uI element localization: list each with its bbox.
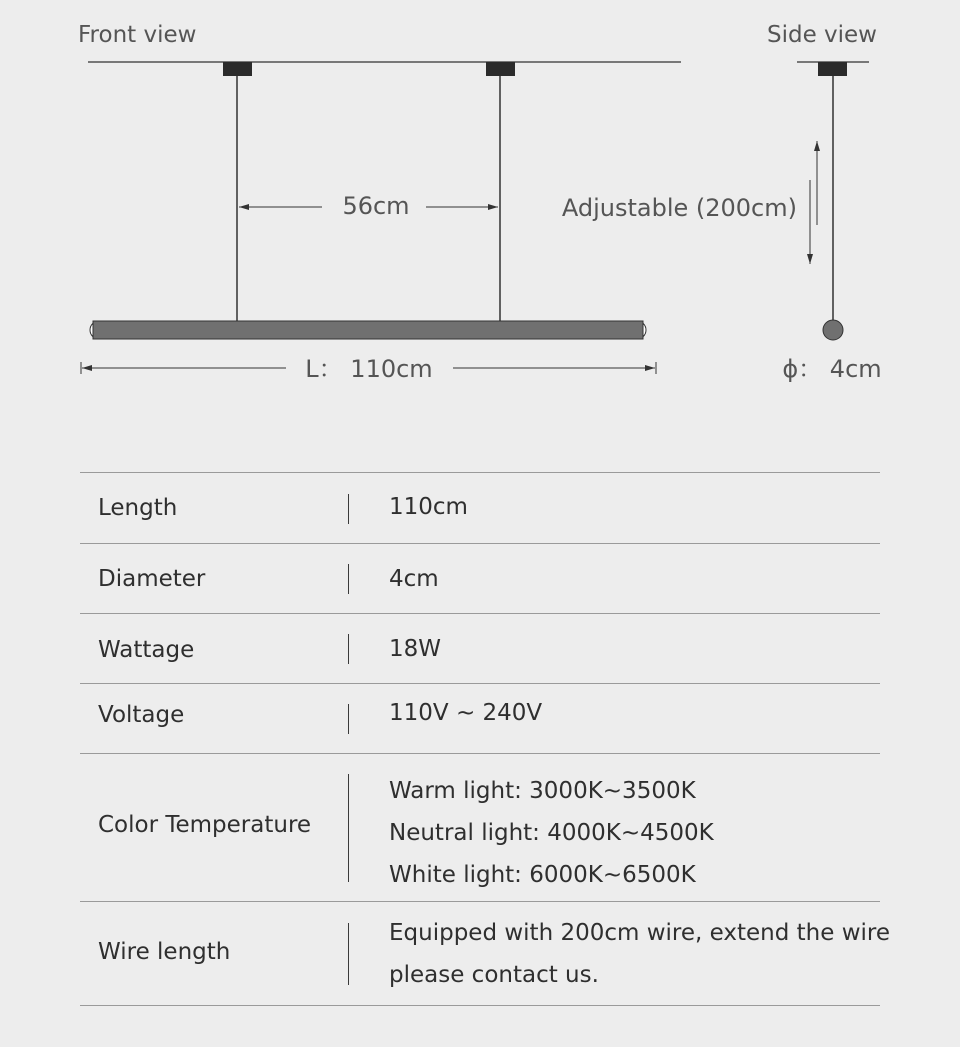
spec-value (389, 700, 542, 726)
side-view-label: Side view (766, 22, 877, 48)
spec-label: Voltage (98, 702, 185, 728)
adjustable-label: Adjustable (200cm) (561, 194, 797, 222)
spec-row-color-temperature (80, 754, 880, 902)
spec-value-line: Equipped with 200cm wire, extend the wire (389, 920, 891, 946)
spec-row-diameter (80, 544, 880, 614)
front-mount-left (223, 62, 252, 76)
spec-divider (348, 634, 349, 664)
spec-row-wattage (80, 614, 880, 684)
side-mount (818, 62, 847, 76)
spec-row-wire-length (80, 902, 891, 1006)
spec-value-line: White light: 6000K~6500K (389, 862, 696, 888)
spec-value (389, 494, 468, 520)
spec-row-voltage (80, 684, 880, 754)
spec-value (389, 912, 890, 996)
dimension-diagram (0, 0, 960, 430)
spec-value-line: Neutral light: 4000K~4500K (389, 820, 714, 846)
spec-divider (348, 704, 349, 734)
front-mount-right (486, 62, 515, 76)
spec-row-length (80, 473, 880, 544)
spec-value-line: 110V ~ 240V (389, 700, 543, 726)
light-tube-fill (93, 321, 643, 339)
spec-table (80, 472, 891, 1006)
spec-label: Wire length (98, 939, 231, 965)
front-view-label: Front view (78, 22, 197, 48)
length-label: L： 110cm (305, 355, 433, 383)
spec-value (389, 636, 441, 662)
side-tube-section (823, 320, 843, 340)
spec-divider (348, 494, 349, 524)
spec-label: Wattage (98, 637, 195, 663)
spec-divider (348, 923, 349, 985)
spacing-label: 56cm (342, 192, 410, 220)
spec-value-line: Warm light: 3000K~3500K (389, 778, 696, 804)
spec-value-line: 4cm (389, 566, 439, 592)
spec-value (389, 770, 714, 896)
spec-value (389, 566, 439, 592)
spec-label: Color Temperature (98, 812, 312, 838)
spec-value-line: 110cm (389, 494, 468, 520)
spec-label: Length (98, 495, 178, 521)
spec-divider (348, 564, 349, 594)
spec-value-line: please contact us. (389, 962, 599, 988)
diameter-label: ϕ： 4cm (782, 355, 882, 383)
spec-value-line: 18W (389, 636, 442, 662)
spec-divider (348, 774, 349, 882)
spec-label: Diameter (98, 566, 206, 592)
